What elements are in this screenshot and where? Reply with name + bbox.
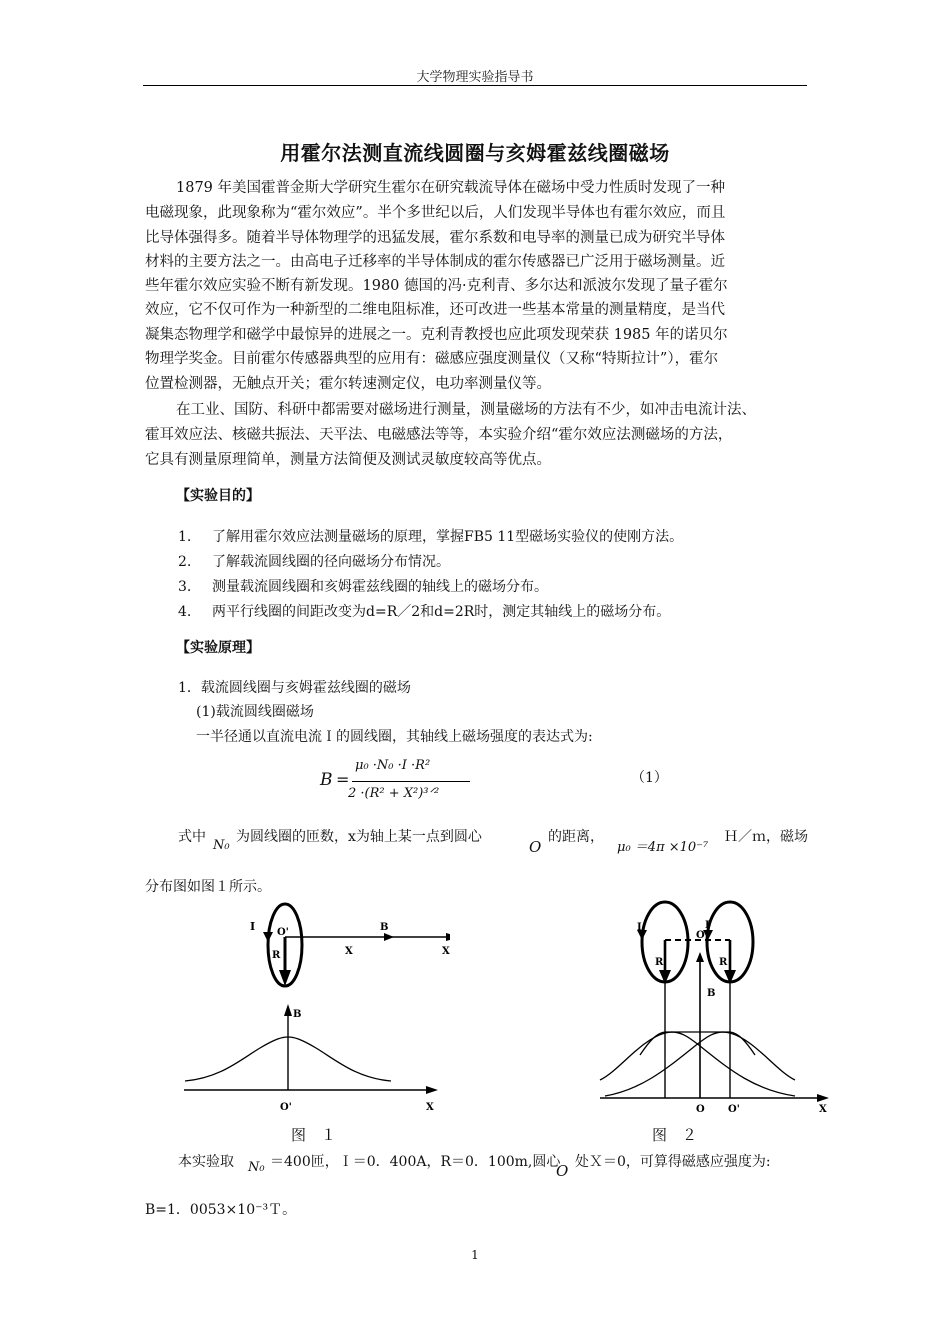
formula-fraction-bar [352,781,470,782]
mu0-expression: μ₀ ＝4π ×10⁻⁷ [617,840,709,855]
principle-subheading: 1．载流圆线圈与亥姆霍兹线圈的磁场 [178,680,411,696]
fig1-label-current: I [250,920,256,933]
left-coil-curve [600,1032,795,1096]
formula-explanation-a: 式中 [178,829,206,845]
formula-lhs: B [320,770,333,790]
formula-equals: = [336,770,350,789]
objective-item: 1. 了解用霍尔效应法测量磁场的原理，掌握FB5 11型磁场实验仪的使刚方法。 [178,529,684,545]
fig1-graph-label-b: B [293,1009,302,1020]
figure-1 [180,900,450,1120]
fig2-label-b: B [707,988,716,999]
principle-description: 一半径通以直流电流Ｉ的圆线圈，其轴线上磁场强度的表达式为: [196,729,593,745]
header-rule [143,85,807,86]
formula-number: （1） [631,770,668,786]
graph-x-arrowhead [817,1094,829,1102]
figure-reference: 分布图如图１所示。 [145,879,271,895]
result-value: B=1．0053×10⁻³Ｔ。 [145,1202,297,1218]
intro-line: 材料的主要方法之一。由高电子迁移率的半导体制成的霍尔传感器已广泛用于磁场测量。近 [145,254,725,270]
fig2-label-current-left: I [637,922,642,933]
formula-explanation-c: 的距离， [548,829,604,845]
intro-line: 些年霍尔效应实验不断有新发现。1980 德国的冯·克利青、多尔达和派波尔发现了量子霍尔 [145,278,728,294]
b-arrowhead [384,933,394,941]
fig1-label-center: O' [277,927,289,938]
result-text-a: 本实验取 [178,1154,234,1170]
fig2-label-radius-left: R [655,957,664,968]
result-text-b: ＝400匝，Ｉ＝0．400A，R＝0．100m,圆心 [270,1154,561,1170]
result-text-c: 处Ｘ＝0，可算得磁感应强度为: [575,1154,771,1170]
fig1-label-x-end: X [442,946,450,957]
fig1-label-x-mid: X [345,946,353,957]
objective-item: 2. 了解载流圆线圈的径向磁场分布情况。 [178,554,450,570]
fig1-label-b: B [380,922,389,933]
b-arrowhead [696,952,704,962]
fig1-graph-label-x: X [426,1102,434,1113]
page-number: 1 [471,1248,479,1262]
figure-2-caption: 图 ２ [652,1126,698,1144]
fig2-label-origin: O [696,1104,705,1115]
objective-item: 3. 测量载流圆线圈和亥姆霍兹线圈的轴线上的磁场分布。 [178,579,548,595]
intro-line: 比导体强得多。随着半导体物理学的迅猛发展，霍尔系数和电导率的测量已成为研究半导体 [145,230,725,246]
intro-line: 它具有测量原理简单，测量方法简便及测试灵敏度较高等优点。 [145,452,551,468]
symbol-o: O [529,838,542,856]
intro-line: 凝集态物理学和磁学中最惊异的进展之一。克利青教授也应此项发现荣获 1985 年的诺贝尔 [145,327,728,343]
running-header: 大学物理实验指导书 [416,70,534,85]
fig1-label-radius: R [272,950,281,961]
result-symbol-n0: N₀ [248,1160,265,1175]
intro-line: 电磁现象，此现象称为“霍尔效应”。半个多世纪以后，人们发现半导体也有霍尔效应，而且 [145,205,726,221]
x-arrowhead [446,933,450,941]
objective-item: 4. 两平行线圈的间距改变为d=R／2和d=2R时，测定其轴线上的磁场分布。 [178,604,671,620]
intro-line: 1879 年美国霍普金斯大学研究生霍尔在研究载流导体在磁场中受力性质时发现了一种 [176,180,726,196]
intro-line: 位置检测器，无触点开关；霍尔转速测定仪，电功率测量仪等。 [145,376,551,392]
figure-1-caption: 图 １ [291,1126,337,1144]
formula-explanation-b: 为圆线圈的匝数，x为轴上某一点到圆心 [236,829,482,845]
principle-heading: 【实验原理】 [176,640,260,656]
current-arrowhead [263,932,273,942]
fig2-label-origin-prime: O' [728,1104,740,1115]
graph-x-arrowhead [426,1086,438,1094]
intro-line: 在工业、国防、科研中都需要对磁场进行测量，测量磁场的方法有不少，如冲击电流计法、 [176,402,756,418]
fig2-label-current-right: I [705,920,710,931]
fig2-label-radius-right: R [719,957,728,968]
result-symbol-o: O [556,1162,569,1180]
fig2-label-x: X [819,1104,827,1115]
fig2-label-center: O [696,930,705,941]
formula-1 [318,756,468,814]
symbol-n0: N₀ [213,838,230,853]
formula-explanation-d: Ｈ／ｍ，磁场 [724,829,808,845]
formula-numerator: μ₀ ·N₀ ·I ·R² [355,758,431,773]
fig1-graph-label-origin: O' [280,1102,292,1113]
graph-b-arrowhead [284,1004,292,1016]
intro-line: 霍耳效应法、核磁共振法、天平法、电磁感法等等，本实验介绍“霍尔效应法测磁场的方法， [145,427,733,443]
intro-line: 物理学奖金。目前霍尔传感器典型的应用有：磁感应强度测量仪（又称“特斯拉计”），霍尔 [145,351,719,367]
objectives-heading: 【实验目的】 [176,488,260,504]
formula-denominator: 2 ·(R² + X²)³ᐟ² [348,786,440,801]
figure-2 [595,900,840,1120]
intro-line: 效应，它不仅可作为一种新型的二维电阻标准，还可改进一些基本常量的测量精度，是当代 [145,302,725,318]
principle-subheading: (1)载流圆线圈磁场 [196,704,314,720]
document-title: 用霍尔法测直流线圆圈与亥姆霍兹线圈磁场 [280,141,670,165]
